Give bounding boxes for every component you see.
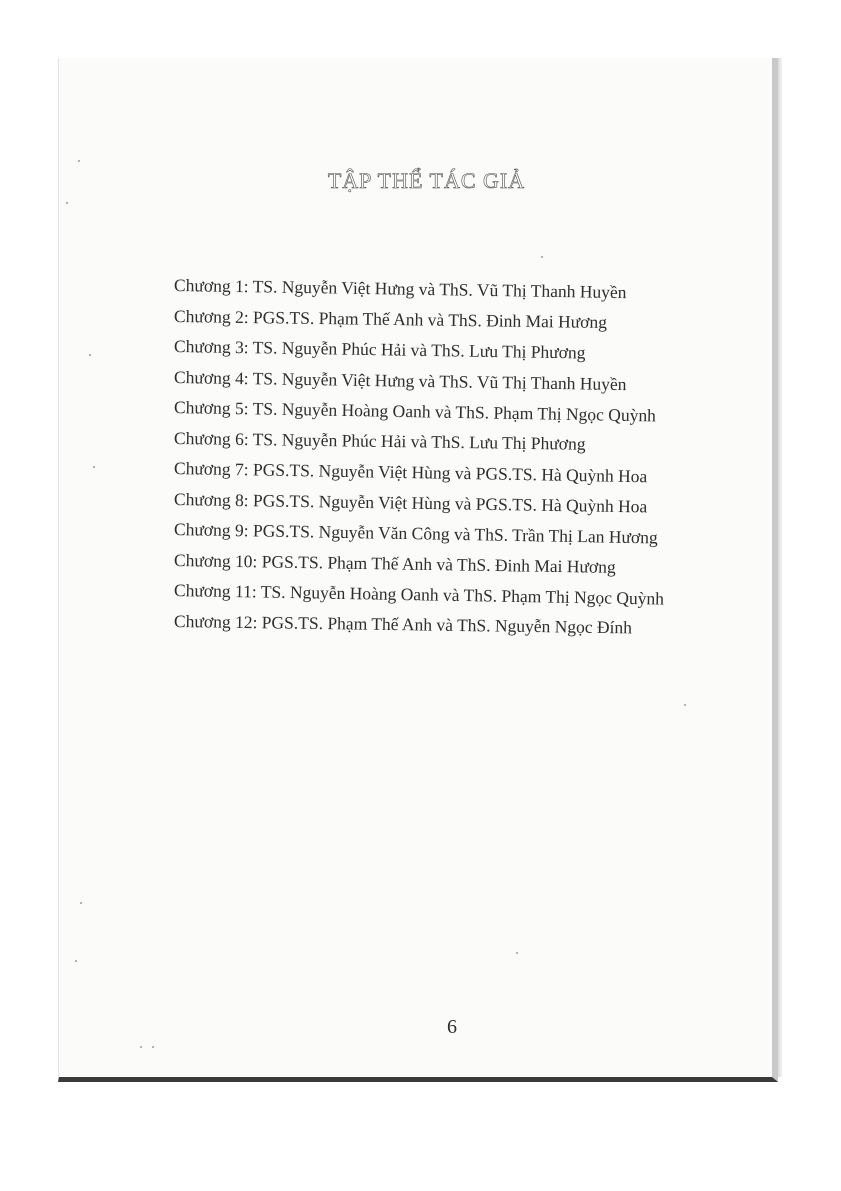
scan-speck xyxy=(516,952,518,954)
scan-speck xyxy=(93,466,95,468)
scan-speck xyxy=(541,256,543,258)
page-title: TẬP THỂ TÁC GIẢ xyxy=(327,168,526,193)
chapter-author-line: Chương 4: TS. Nguyễn Việt Hưng và ThS. Vũ Thị Thanh Huyền xyxy=(173,366,627,394)
scan-speck xyxy=(140,1046,142,1048)
scan-speck xyxy=(684,704,686,706)
chapter-author-line: Chương 12: PGS.TS. Phạm Thế Anh và ThS. Nguyễn Ngọc Đính xyxy=(173,610,633,637)
chapter-author-line: Chương 11: TS. Nguyễn Hoàng Oanh và ThS. Phạm Thị Ngọc Quỳnh xyxy=(173,580,665,609)
chapter-author-line: Chương 8: PGS.TS. Nguyễn Việt Hùng và PGS.TS. Hà Quỳnh Hoa xyxy=(173,488,648,516)
scan-speck xyxy=(89,354,91,356)
scan-speck xyxy=(152,1046,154,1048)
scan-speck xyxy=(78,160,80,162)
chapter-author-line: Chương 7: PGS.TS. Nguyễn Việt Hùng và PGS.TS. Hà Quỳnh Hoa xyxy=(173,458,648,487)
chapter-author-line: Chương 9: PGS.TS. Nguyễn Văn Công và ThS. Trần Thị Lan Hương xyxy=(173,519,658,548)
chapter-author-line: Chương 10: PGS.TS. Phạm Thế Anh và ThS. Đinh Mai Hương xyxy=(173,549,616,577)
author-list xyxy=(174,270,734,636)
chapter-author-line: Chương 3: TS. Nguyễn Phúc Hải và ThS. Lưu Thị Phương xyxy=(173,336,586,363)
scan-speck xyxy=(75,960,77,962)
page-number: 6 xyxy=(447,1016,457,1038)
chapter-author-line: Chương 2: PGS.TS. Phạm Thế Anh và ThS. Đinh Mai Hương xyxy=(173,305,608,332)
chapter-author-line: Chương 6: TS. Nguyễn Phúc Hải và ThS. Lưu Thị Phương xyxy=(173,427,586,454)
chapter-author-line: Chương 1: TS. Nguyễn Việt Hưng và ThS. Vũ Thị Thanh Huyền xyxy=(173,275,627,303)
scan-speck xyxy=(66,202,68,204)
scan-speck xyxy=(80,902,82,904)
chapter-author-line: Chương 5: TS. Nguyễn Hoàng Oanh và ThS. Phạm Thị Ngọc Quỳnh xyxy=(173,397,657,426)
